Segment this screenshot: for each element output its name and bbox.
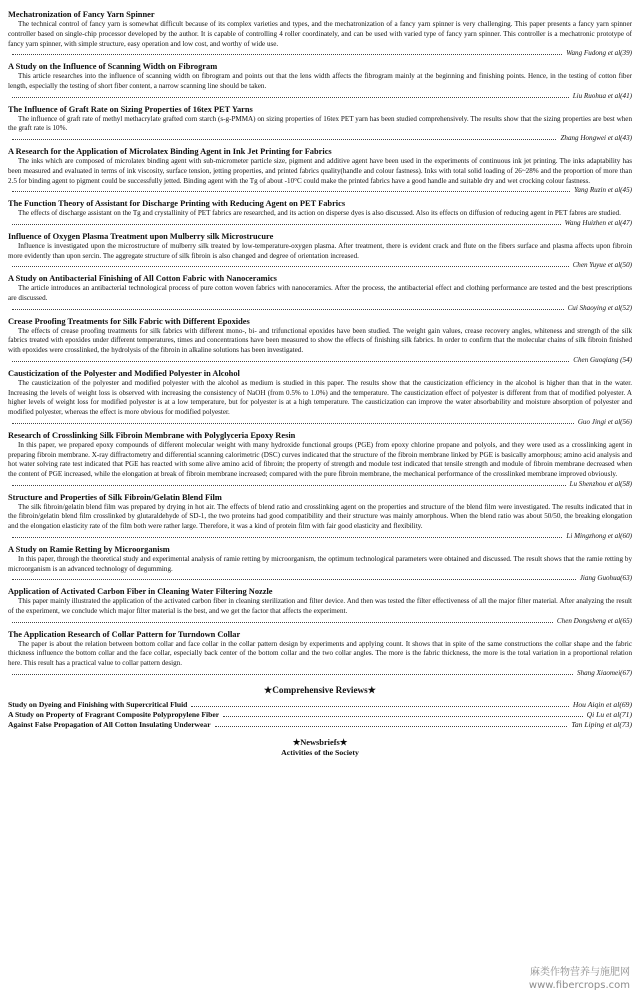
leader-dots [191, 706, 568, 707]
article-entry [8, 274, 632, 313]
article-title: Influence of Oxygen Plasma Treatment upon Mulberry silk Microstrucure [8, 231, 274, 241]
article-citation [8, 418, 632, 428]
article-author: Shang Xiaomei(67) [577, 669, 632, 678]
leader-dots [12, 622, 553, 623]
article-abstract: The inks which are composed of microlatex binding agent with sub-micrometer particle size, pigment and additive agent have been used in the experiments of continuous ink jet printing. The inks adaptability has been measured and evaluated in terms of ink viscosity, surface tension, jetting properties, and printed fabrics quality(handle and colour fastness). Inks with total solid loading of 26~28% and the proportion of more than 2.5 for binding agent to pigment could be successfully jetted. Binding agent with the Tg of about -10°C could make the printed fabrics have a good handle and suitable dry and wet crocking colour fastness. [8, 156, 632, 185]
article-list [8, 10, 632, 679]
article-title: A Study on Antibacterial Finishing of All Cotton Fabric with Nanoceramics [8, 274, 277, 284]
article-abstract: This article researches into the influence of scanning width on fibrogram and points out that the lens width affects the fibrogram mainly at the beginning and finishing points. Hence, in the testing of cotton fiber length, especially the testing of short fiber content, a narrow scanning line should be taken. [8, 72, 632, 90]
article-author: Wang Huizhen et al(47) [564, 218, 632, 227]
article-citation [8, 574, 632, 584]
article-citation [8, 261, 632, 271]
reviews-heading: ★Comprehensive Reviews★ [264, 684, 376, 695]
article-title: The Application Research of Collar Pattern for Turndown Collar [8, 629, 241, 639]
review-entry [8, 700, 632, 710]
article-title: Mechatronization of Fancy Yarn Spinner [8, 10, 155, 19]
article-entry [8, 147, 632, 196]
article-entry [8, 62, 632, 101]
abstracts-page [8, 10, 632, 758]
leader-dots [12, 423, 574, 424]
article-citation [8, 669, 632, 679]
review-entry [8, 720, 632, 730]
article-citation [8, 49, 632, 59]
newsbriefs-item: Activities of the Society [281, 747, 359, 757]
article-entry [8, 317, 632, 366]
review-entry [8, 710, 632, 720]
article-author: Chen Dongsheng et al(65) [556, 616, 632, 625]
article-title: Crease Proofing Treatments for Silk Fabric with Different Epoxides [8, 316, 250, 326]
article-abstract: The paper is about the relation between bottom collar and face collar in the collar pattern design by experiments and applying count. It shows that in spite of the same constructions the collar shape and the fabric thickness influence the bottom collar and the face collar, especially back center of the bottom collar and the two collar angles. The more is the fabric thickness, the more is the total variation in a proportional relation here. This result has a practical value to collar pattern design. [8, 639, 632, 668]
article-entry [8, 232, 632, 271]
leader-dots [12, 266, 569, 267]
article-entry [8, 493, 632, 542]
article-author: Jiang Guohua(63) [579, 574, 632, 583]
article-author: Yang Ruzin et al(45) [574, 186, 632, 195]
site-watermark [529, 966, 630, 992]
leader-dots [12, 97, 569, 98]
article-abstract: The causticization of the polyester and modified polyester with the alcohol as medium is studied in this paper. The results show that the causticization efficiency in the alcohol is higher than that in the water. Increasing the levels of weight loss is observed with increasing the consistency of NaOH (from 0.5% to 1.0%) and the temperature. The causticization effect of polyester is different from that of modified polyester. A higher levels of weight loss for modified polyester is at a low temperature, but for polyester is at a high temperature. The causticization can improve the water absorbability and moisture absorption of polyester and modified polyester, whereas the effect is more obvious for modified polyester. [8, 378, 632, 417]
article-citation [8, 356, 632, 366]
review-title: Study on Dyeing and Finishing with Supercritical Fluid [8, 699, 188, 709]
article-citation [8, 617, 632, 627]
article-citation [8, 480, 632, 490]
article-abstract: Influence is investigated upon the microstructure of mulberry silk treated by low-temperature-oxygen plasma. After treatment, there is evident crack and flute on the fibers surface and plasma affects upon fibroin more evidently than upon sercin. The aggregate structure of silk fibroin is also changed and degree of orientation increased. [8, 241, 632, 260]
article-author: Chen Guoqiang (54) [573, 355, 632, 364]
leader-dots [12, 579, 576, 580]
article-entry [8, 199, 632, 229]
article-entry [8, 10, 632, 59]
leader-dots [12, 191, 570, 192]
article-abstract: The silk fibroin/gelatin blend film was prepared by drying in hot air. The effects of blend ratio and crosslinking agent on the properties and structure of the blend film were investigated. The results indicated that in the fibroin/gelatin blend film crosslinked by glutaraldehyde of SD-1, the two proteins had good compatibility and their structure was mainly amorphous. When the blend ratio was about 50/50, the breaking elongation and the elongation elasticity rate of the film both were rather large. Therefore, it was a kind of protein film with fair good elasticity and flexibility. [8, 502, 632, 531]
article-title: A Study on the Influence of Scanning Width on Fibrogram [8, 62, 218, 72]
leader-dots [215, 726, 568, 727]
article-author: Cui Shaoying et al(52) [567, 303, 632, 312]
article-abstract: The effects of crease proofing treatments for silk fabrics with different mono-, bi- and trifunctional epoxides have been studied. The weight gain values, crease recovery angles, whiteness and strength of the silk fabrics treated with epoxides under different temperatures, times and concentrations have been measured to show the effects of finishing silk fabrics. In order to confirm that the molecular chains of silk fibroin finished with epoxides were crosslinked, the hydrolysis of the fibroin in alkaline solutions has been investigated. [8, 326, 632, 355]
review-author: Tan Liping et al(73) [571, 719, 632, 729]
article-citation [8, 532, 632, 542]
article-abstract: The article introduces an antibacterial technological process of pure cotton woven fabrics with nanoceramics. After the process, the antibacterial effect and clothing performance are tested and the best prescriptions are discussed. [8, 284, 632, 302]
review-author: Hou Aiqin et al(69) [572, 699, 632, 709]
article-title: Structure and Properties of Silk Fibroin/Gelatin Blend Film [8, 492, 222, 502]
review-title: A Study on Property of Fragrant Composite Polypropylene Fiber [8, 709, 220, 719]
article-abstract: In this paper, we prepared epoxy compounds of different molecular weight with many hydroxide functional groups (PGE) from epoxy chlorine propane and polyols, and they were used as a crosslinking agent in preparing fibroin membrane. X-ray diffractometry and differential scanning calorimetric (DSC) curves indicated that the structure of the fibroin membrane linked by PGE is basically amorphous; amino acid analysis and hot water solving rate test indicated that PGE has reacted with some alive amino acid of fibroin; the property of strength and module test indicated that tensile strength and module of fibroin membrane decreased when the content of PGE increased, while the elongation at break of fibroin membrane increased; compared with the pure fibroin membrane, the mechanical performance of the crosslinked membrane improved obviously. [8, 440, 632, 479]
leader-dots [12, 485, 566, 486]
article-author: Wang Fudong et al(39) [566, 49, 632, 58]
article-title: A Research for the Application of Microlatex Binding Agent in Ink Jet Printing for Fabrics [8, 146, 332, 156]
article-abstract: The effects of discharge assistant on the Tg and crystallinity of PET fabrics are researched, and its action on disperse dyes is also discussed. Also its effects on diffusion of reducing agent in PET fabres are studied. [18, 209, 621, 218]
article-citation [8, 186, 632, 196]
leader-dots [12, 309, 564, 310]
article-entry [8, 431, 632, 490]
article-title: A Study on Ramie Retting by Microorganism [8, 544, 170, 554]
reviews-list [8, 700, 632, 730]
leader-dots [12, 224, 561, 225]
article-abstract: The technical control of fancy yarn is somewhat difficult because of its complex varieties and types, and the mechatronization of a fancy yarn spinner is very challenging. This paper presents a fancy yarn spinner controller based on single-chip processor developed by the author. It is capable of controlling 4 roller coordinately, and can be used with varied type of fancy yarn spinner. This controller is a mechatronic prototype of fancy yarn spinner, with simple structure, easy operation and low cost, and worthy of wide use. [8, 20, 632, 48]
article-author: Guo Jingi et al(56) [577, 417, 632, 426]
leader-dots [223, 716, 583, 717]
article-citation [8, 304, 632, 314]
article-citation [8, 134, 632, 144]
article-abstract: In this paper, through the theoretical study and experimental analysis of ramie retting by microorganism, the optimum technological parameters were obtained and discussed. The result shows that the ramie retting by microorganism is an advanced technology of degumming. [8, 554, 632, 573]
article-citation [8, 219, 632, 229]
watermark-line-1: 麻类作物营养与施肥网 [530, 967, 630, 978]
article-title: Research of Crosslinking Silk Fibroin Membrane with Polyglyceria Epoxy Resin [8, 430, 296, 440]
article-title: Application of Activated Carbon Fiber in Cleaning Water Filtering Nozzle [8, 587, 273, 597]
article-citation [8, 92, 632, 102]
article-author: Lu Shenzhou et al(58) [569, 479, 632, 488]
article-abstract: This paper mainly illustrated the application of the activated carbon fiber in cleaning sterilization and filter device. And then was tested the filter effectiveness of all the major filter material. After analyzing the result of the experiment, we conclude which major filter material is the best, and we get the factor that affects the experiment. [8, 597, 632, 616]
article-entry [8, 105, 632, 144]
article-title: The Function Theory of Assistant for Discharge Printing with Reducing Agent on PET Fabrics [8, 199, 346, 209]
article-author: Liu Ruohua et al(41) [572, 91, 632, 100]
article-title: Causticization of the Polyester and Modified Polyester in Alcohol [8, 368, 240, 378]
article-entry [8, 369, 632, 428]
review-title: Against False Propagation of All Cotton Insulating Underwear [8, 719, 211, 729]
article-entry [8, 587, 632, 626]
watermark-line-2: www.fibercrops.com [528, 980, 630, 991]
newsbriefs-heading: ★Newsbriefs★ [292, 737, 348, 747]
article-entry [8, 545, 632, 584]
leader-dots [12, 361, 569, 362]
article-author: Li Mingzhong et al(60) [566, 532, 632, 541]
review-author: Qi Lu et al(71) [586, 709, 632, 719]
article-title: The Influence of Graft Rate on Sizing Properties of 16tex PET Yarns [8, 104, 253, 114]
article-abstract: The influence of graft rate of methyl methacrylate grafted corn starch (s-g-PMMA) on sizing properties of 16tex PET yarn has been studied comprehensively. The results show that the sizing properties are best when the graft rate is 10%. [8, 114, 632, 133]
leader-dots [12, 537, 562, 538]
leader-dots [12, 54, 562, 55]
article-entry [8, 630, 632, 679]
article-author: Chen Yuyue et al(50) [572, 261, 632, 270]
article-author: Zhang Hongwei et al(43) [560, 134, 632, 143]
leader-dots [12, 139, 556, 140]
leader-dots [12, 674, 573, 675]
